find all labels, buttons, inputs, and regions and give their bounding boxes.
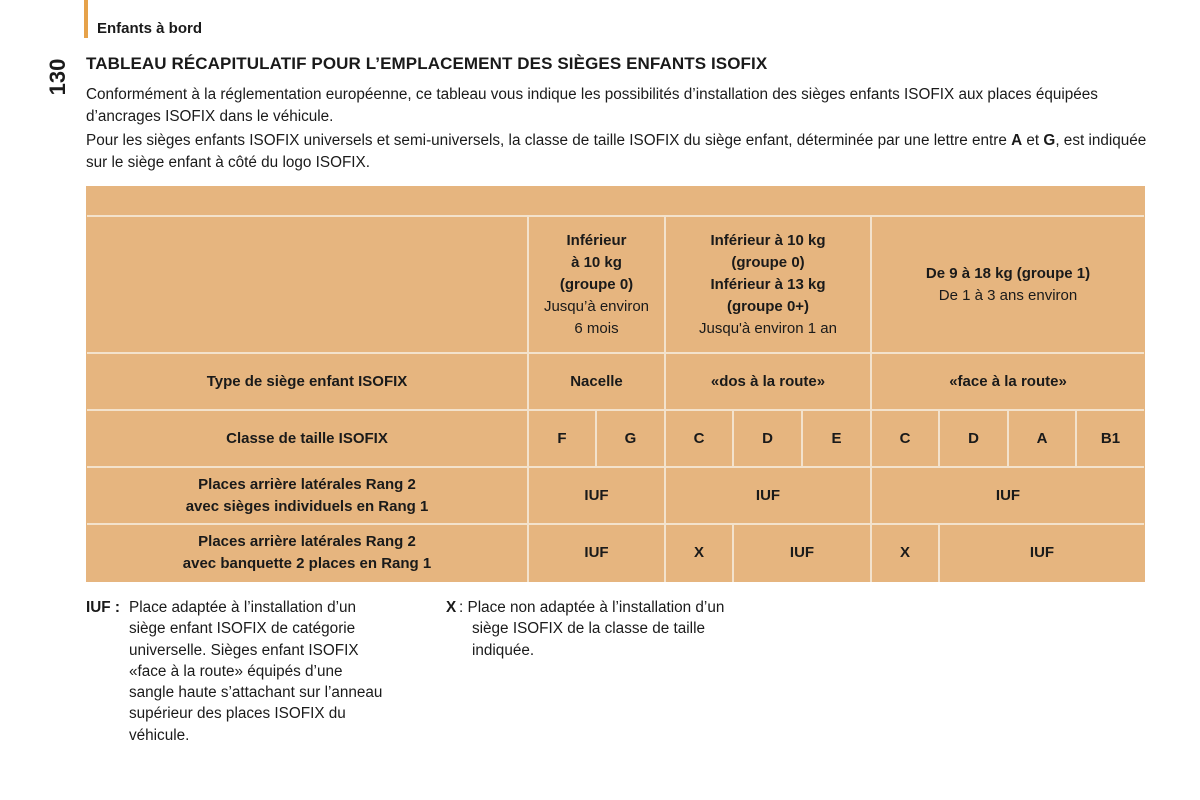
group-0-bold-line: (groupe 0) xyxy=(559,275,634,293)
class-value: E xyxy=(831,429,842,447)
placement-value: IUF xyxy=(789,544,815,561)
group-cell-1 xyxy=(666,217,870,352)
placement-value: IUF xyxy=(755,486,781,504)
class-value: G xyxy=(624,429,637,447)
group-2-bold-line: De 9 à 18 kg (groupe 1) xyxy=(925,264,1091,282)
legend-key-x: X xyxy=(446,599,457,616)
class-row-label: Classe de taille ISOFIX xyxy=(226,429,388,447)
class-value: C xyxy=(899,429,911,447)
legend-key-iuf: IUF : xyxy=(86,599,120,616)
type-value: «dos à la route» xyxy=(710,372,826,390)
legend-x-line: : Place non adaptée à l’installation d’un xyxy=(459,599,725,616)
legend-iuf-line: sangle haute s’attachant sur l’anneau xyxy=(129,684,383,702)
placement-value: X xyxy=(693,544,704,561)
row-label-bench xyxy=(87,525,527,581)
page-title: TABLEAU RÉCAPITULATIF POUR L’EMPLACEMENT DES SIÈGES ENFANTS ISOFIX xyxy=(86,54,768,73)
group-0-bold-line: Inférieur xyxy=(566,231,627,249)
legend-iuf-line: véhicule. xyxy=(129,726,190,744)
legend-iuf-line: siège enfant ISOFIX de catégorie xyxy=(129,620,356,638)
placement-value: X xyxy=(899,544,910,561)
class-value: D xyxy=(762,429,773,447)
placement-value: IUF xyxy=(584,486,609,504)
group-cell-2 xyxy=(872,217,1144,352)
group-1-bold-line: (groupe 0+) xyxy=(726,297,810,315)
legend-iuf-line: supérieur des places ISOFIX du xyxy=(129,705,346,723)
row-label-line: Places arrière latérales Rang 2 xyxy=(198,475,416,493)
class-value: F xyxy=(557,429,567,447)
intro-paragraph-1: Conformément à la réglementation européenne, ce tableau vous indique les possibilités d’installation des sièges enfants ISOFIX aux places équipées d’ancrages ISOFIX dans le véhicule. xyxy=(86,86,1098,125)
section-label: Enfants à bord xyxy=(97,20,203,37)
row-label-individual-seats xyxy=(87,468,527,523)
group-0-line: Jusqu’à environ xyxy=(543,297,650,315)
group-0-bold-line: à 10 kg xyxy=(571,253,622,271)
placement-value: IUF xyxy=(584,544,609,561)
group-1-bold-line: Inférieur à 13 kg xyxy=(710,275,826,293)
type-row-label: Type de siège enfant ISOFIX xyxy=(206,372,408,390)
class-value: A xyxy=(1036,429,1048,447)
type-value: «face à la route» xyxy=(949,372,1067,390)
class-value: B1 xyxy=(1100,429,1121,447)
row-label-line: avec banquette 2 places en Rang 1 xyxy=(182,555,432,572)
class-value: D xyxy=(968,429,979,447)
row-label-line: Places arrière latérales Rang 2 xyxy=(198,533,416,550)
isofix-table xyxy=(86,186,1145,582)
class-value: C xyxy=(693,429,705,447)
placement-value: IUF xyxy=(1029,544,1055,561)
placement-value: IUF xyxy=(995,486,1021,504)
page-number: 130 xyxy=(45,58,70,96)
legend-x-line: siège ISOFIX de la classe de taille xyxy=(472,620,705,638)
legend-iuf-line: Place adaptée à l’installation d’un xyxy=(129,599,357,616)
group-1-line: Jusqu'à environ 1 an xyxy=(699,319,837,337)
legend-iuf-line: «face à la route» équipés d’une xyxy=(129,662,343,680)
group-1-bold-line: (groupe 0) xyxy=(731,253,805,271)
type-value: Nacelle xyxy=(570,372,623,390)
intro-paragraph-2: Pour les sièges enfants ISOFIX universels et semi-universels, la classe de taille ISOFIX du siège enfant, déterminée par une lettre entre A et G, est indiquée sur le siège enfant à côté du logo ISOFIX. xyxy=(86,132,1147,171)
legend-iuf-line: universelle. Sièges enfant ISOFIX xyxy=(129,641,359,659)
group-0-line: 6 mois xyxy=(574,319,619,337)
group-1-bold-line: Inférieur à 10 kg xyxy=(710,231,826,249)
legend-x-line: indiquée. xyxy=(472,641,535,659)
group-2-line: De 1 à 3 ans environ xyxy=(938,286,1078,304)
group-cell-0 xyxy=(529,217,664,352)
row-label-line: avec sièges individuels en Rang 1 xyxy=(185,497,429,515)
section-accent-bar xyxy=(84,0,88,38)
